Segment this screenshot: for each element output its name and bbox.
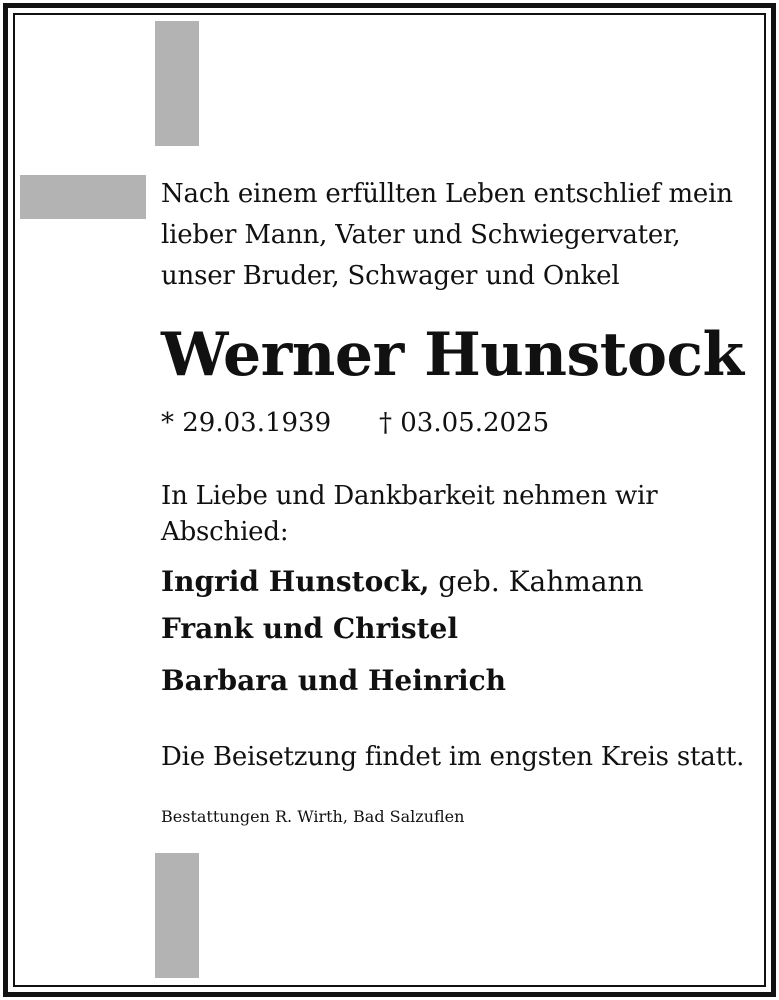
cross-side-bar xyxy=(20,175,146,219)
intro-text xyxy=(161,174,733,297)
mourner-note: geb. Kahmann xyxy=(429,565,644,598)
deceased-name: Werner Hunstock xyxy=(161,320,744,390)
life-dates xyxy=(161,403,550,443)
birth-date: * 29.03.1939 xyxy=(161,408,332,438)
mourner-name: Barbara und Heinrich xyxy=(161,664,507,697)
farewell-line: In Liebe und Dankbarkeit nehmen wir xyxy=(161,481,658,511)
funeral-note: Die Beisetzung findet im engsten Kreis statt. xyxy=(161,742,745,772)
farewell-line: Abschied: xyxy=(161,517,289,547)
mourner-line xyxy=(161,661,506,701)
intro-line: Nach einem erfüllten Leben entschlief mein xyxy=(161,179,733,209)
cross-bottom-bar xyxy=(155,853,199,978)
mourner-name: Ingrid Hunstock, xyxy=(161,565,430,598)
mourner-name: Frank und Christel xyxy=(161,612,459,645)
cross-top-bar xyxy=(155,21,199,146)
undertaker-credit: Bestattungen R. Wirth, Bad Salzuflen xyxy=(161,807,465,826)
farewell-text xyxy=(161,478,657,550)
death-date: † 03.05.2025 xyxy=(379,408,550,438)
mourner-line xyxy=(161,609,458,649)
intro-line: unser Bruder, Schwager und Onkel xyxy=(161,261,620,291)
mourner-line xyxy=(161,562,644,602)
intro-line: lieber Mann, Vater und Schwiegervater, xyxy=(161,220,681,250)
